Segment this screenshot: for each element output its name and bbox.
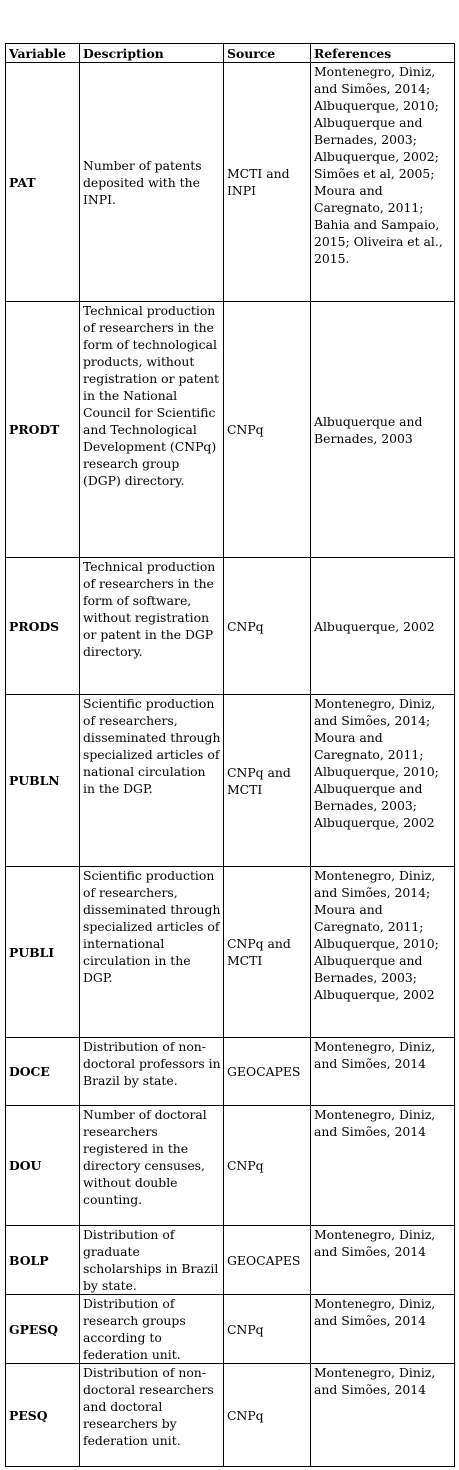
description-cell: Distribution of non-doctoral researchers and doctoral researchers by federation unit. bbox=[80, 1364, 224, 1467]
table-row bbox=[6, 695, 455, 867]
variable-cell: PUBLN bbox=[6, 695, 80, 867]
source-cell: CNPq bbox=[224, 1364, 311, 1467]
table-row bbox=[6, 1364, 455, 1467]
header-references: References bbox=[311, 44, 455, 63]
variable-cell: GPESQ bbox=[6, 1295, 80, 1364]
variable-cell: PRODT bbox=[6, 302, 80, 558]
source-cell: CNPq bbox=[224, 558, 311, 695]
variables-table bbox=[5, 43, 455, 1467]
variable-cell: PUBLI bbox=[6, 867, 80, 1038]
references-cell: Montenegro, Diniz, and Simões, 2014; Albuquerque, 2010; Albuquerque and Bernades, 2003; Albuquerque, 2002; Simões et al, 2005; Moura and Caregnato, 2011; Bahia and Sampaio, 2015; Oliveira et al., 2015. bbox=[311, 63, 455, 302]
header-variable: Variable bbox=[6, 44, 80, 63]
source-cell: CNPq bbox=[224, 302, 311, 558]
table-header bbox=[6, 44, 455, 63]
references-cell: Albuquerque and Bernades, 2003 bbox=[311, 302, 455, 558]
description-cell: Distribution of non-doctoral professors in Brazil by state. bbox=[80, 1038, 224, 1106]
table-row bbox=[6, 302, 455, 558]
description-cell: Distribution of research groups according to federation unit. bbox=[80, 1295, 224, 1364]
references-cell: Montenegro, Diniz, and Simões, 2014 bbox=[311, 1295, 455, 1364]
variable-cell: PAT bbox=[6, 63, 80, 302]
variable-cell: DOU bbox=[6, 1106, 80, 1226]
description-cell: Technical production of researchers in the form of software, without registration or patent in the DGP directory. bbox=[80, 558, 224, 695]
source-cell: CNPq bbox=[224, 1295, 311, 1364]
source-cell: CNPq bbox=[224, 1106, 311, 1226]
description-cell: Technical production of researchers in the form of technological products, without registration or patent in the National Council for Scientific and Technological Development (CNPq) research group (DGP) directory. bbox=[80, 302, 224, 558]
variable-cell: DOCE bbox=[6, 1038, 80, 1106]
table-body bbox=[6, 63, 455, 1467]
references-cell: Montenegro, Diniz, and Simões, 2014 bbox=[311, 1106, 455, 1226]
variable-cell: PRODS bbox=[6, 558, 80, 695]
table-row bbox=[6, 1038, 455, 1106]
header-source: Source bbox=[224, 44, 311, 63]
references-cell: Montenegro, Diniz, and Simões, 2014; Moura and Caregnato, 2011; Albuquerque, 2010; Albuquerque and Bernades, 2003; Albuquerque, 2002 bbox=[311, 867, 455, 1038]
description-cell: Number of doctoral researchers registered in the directory censuses, without double counting. bbox=[80, 1106, 224, 1226]
source-cell: MCTI and INPI bbox=[224, 63, 311, 302]
description-cell: Number of patents deposited with the INPI. bbox=[80, 63, 224, 302]
references-cell: Montenegro, Diniz, and Simões, 2014 bbox=[311, 1226, 455, 1295]
description-cell: Distribution of graduate scholarships in Brazil by state. bbox=[80, 1226, 224, 1295]
description-cell: Scientific production of researchers, disseminated through specialized articles of national circulation in the DGP. bbox=[80, 695, 224, 867]
table-row bbox=[6, 1295, 455, 1364]
references-cell: Montenegro, Diniz, and Simões, 2014 bbox=[311, 1038, 455, 1106]
references-cell: Montenegro, Diniz, and Simões, 2014; Moura and Caregnato, 2011; Albuquerque, 2010; Albuquerque and Bernades, 2003; Albuquerque, 2002 bbox=[311, 695, 455, 867]
references-cell: Albuquerque, 2002 bbox=[311, 558, 455, 695]
table-row bbox=[6, 1226, 455, 1295]
header-description: Description bbox=[80, 44, 224, 63]
header-row bbox=[6, 44, 455, 63]
source-cell: GEOCAPES bbox=[224, 1038, 311, 1106]
table-row bbox=[6, 558, 455, 695]
description-cell: Scientific production of researchers, disseminated through specialized articles of international circulation in the DGP. bbox=[80, 867, 224, 1038]
variable-cell: PESQ bbox=[6, 1364, 80, 1467]
source-cell: GEOCAPES bbox=[224, 1226, 311, 1295]
source-cell: CNPq and MCTI bbox=[224, 695, 311, 867]
references-cell: Montenegro, Diniz, and Simões, 2014 bbox=[311, 1364, 455, 1467]
table-row bbox=[6, 63, 455, 302]
table-row bbox=[6, 867, 455, 1038]
source-cell: CNPq and MCTI bbox=[224, 867, 311, 1038]
variable-cell: BOLP bbox=[6, 1226, 80, 1295]
table-row bbox=[6, 1106, 455, 1226]
